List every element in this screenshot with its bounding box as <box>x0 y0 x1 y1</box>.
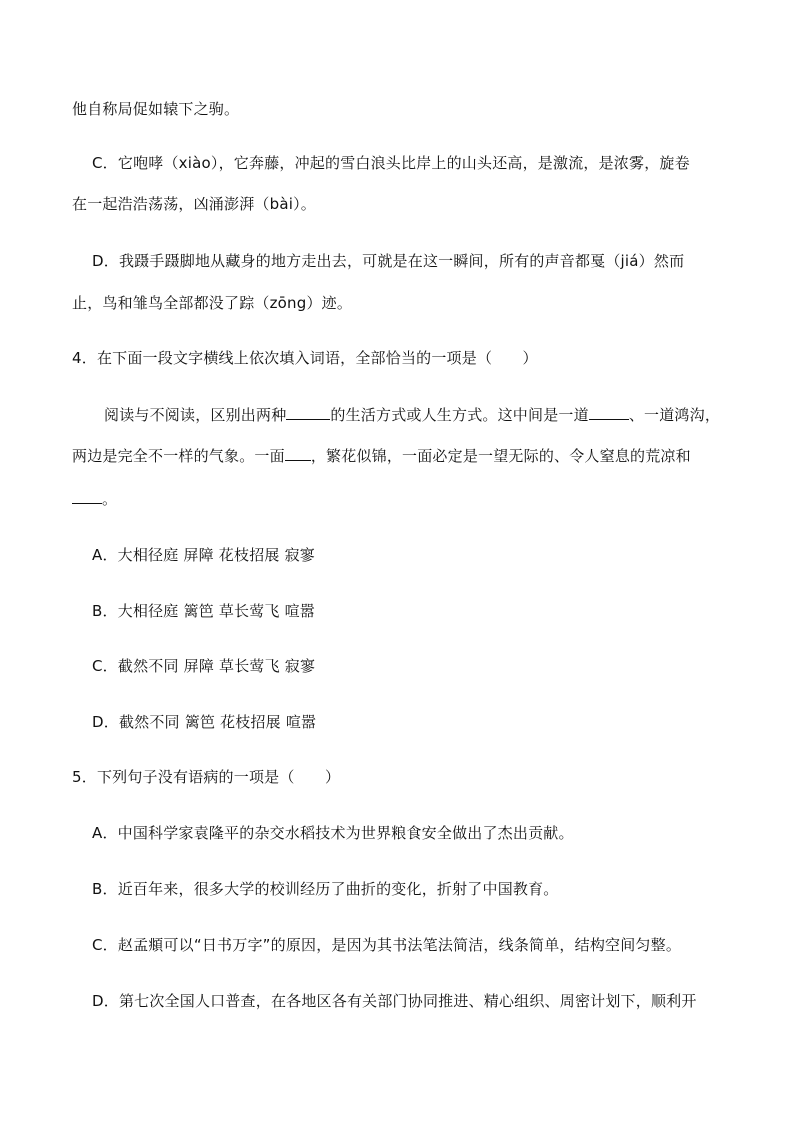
fill-blank <box>589 405 629 420</box>
passage-fragment: 阅读与不阅读，区别出两种 <box>104 406 287 424</box>
option-c: C．截然不同 屏障 草长莺飞 寂寥 <box>92 657 316 675</box>
passage-line <box>72 488 117 510</box>
passage-fragment: 、一道鸿沟， <box>628 406 721 424</box>
fill-blank <box>285 446 311 461</box>
passage-fragment: 的生活方式或人生方式。这中间是一道 <box>330 406 589 424</box>
passage-fragment: 。 <box>102 490 118 508</box>
text-line: 止，鸟和雏鸟全部都没了踪（zōng）迹。 <box>72 294 353 312</box>
passage-fragment: 两边是完全不一样的气象。一面 <box>72 447 285 465</box>
passage-line <box>104 404 720 426</box>
question-4-stem: 4．在下面一段文字横线上依次填入词语，全部恰当的一项是（ ） <box>72 349 538 367</box>
text-line: 他自称局促如辕下之驹。 <box>72 100 240 118</box>
passage-line <box>72 445 691 467</box>
option-d-line: D．我蹑手蹑脚地从藏身的地方走出去，可就是在这一瞬间，所有的声音都戛（jiá）然而 <box>92 252 685 270</box>
option-d: D．第七次全国人口普查，在各地区各有关部门协同推进、精心组织、周密计划下，顺利开 <box>92 992 697 1010</box>
option-b: B．近百年来，很多大学的校训经历了曲折的变化，折射了中国教育。 <box>92 880 559 898</box>
fill-blank <box>72 489 102 504</box>
option-a: A．大相径庭 屏障 花枝招展 寂寥 <box>92 546 315 564</box>
option-a: A．中国科学家袁隆平的杂交水稻技术为世界粮食安全做出了杰出贡献。 <box>92 824 574 842</box>
question-5-stem: 5．下列句子没有语病的一项是（ ） <box>72 768 341 786</box>
option-d: D．截然不同 篱笆 花枝招展 喧嚣 <box>92 713 317 731</box>
option-b: B．大相径庭 篱笆 草长莺飞 喧嚣 <box>92 602 315 620</box>
text-line: 在一起浩浩荡荡，凶涌澎湃（bài）。 <box>72 195 316 213</box>
fill-blank <box>286 405 330 420</box>
option-c-line: C．它咆哮（xiào），它奔藤，冲起的雪白浪头比岸上的山头还高，是激流，是浓雾，旋卷 <box>92 154 690 172</box>
option-c: C．赵孟頫可以“日书万字”的原因，是因为其书法笔法简洁，线条简单，结构空间匀整。 <box>92 936 682 954</box>
passage-fragment: ，繁花似锦，一面必定是一望无际的、令人窒息的荒凉和 <box>310 447 691 465</box>
